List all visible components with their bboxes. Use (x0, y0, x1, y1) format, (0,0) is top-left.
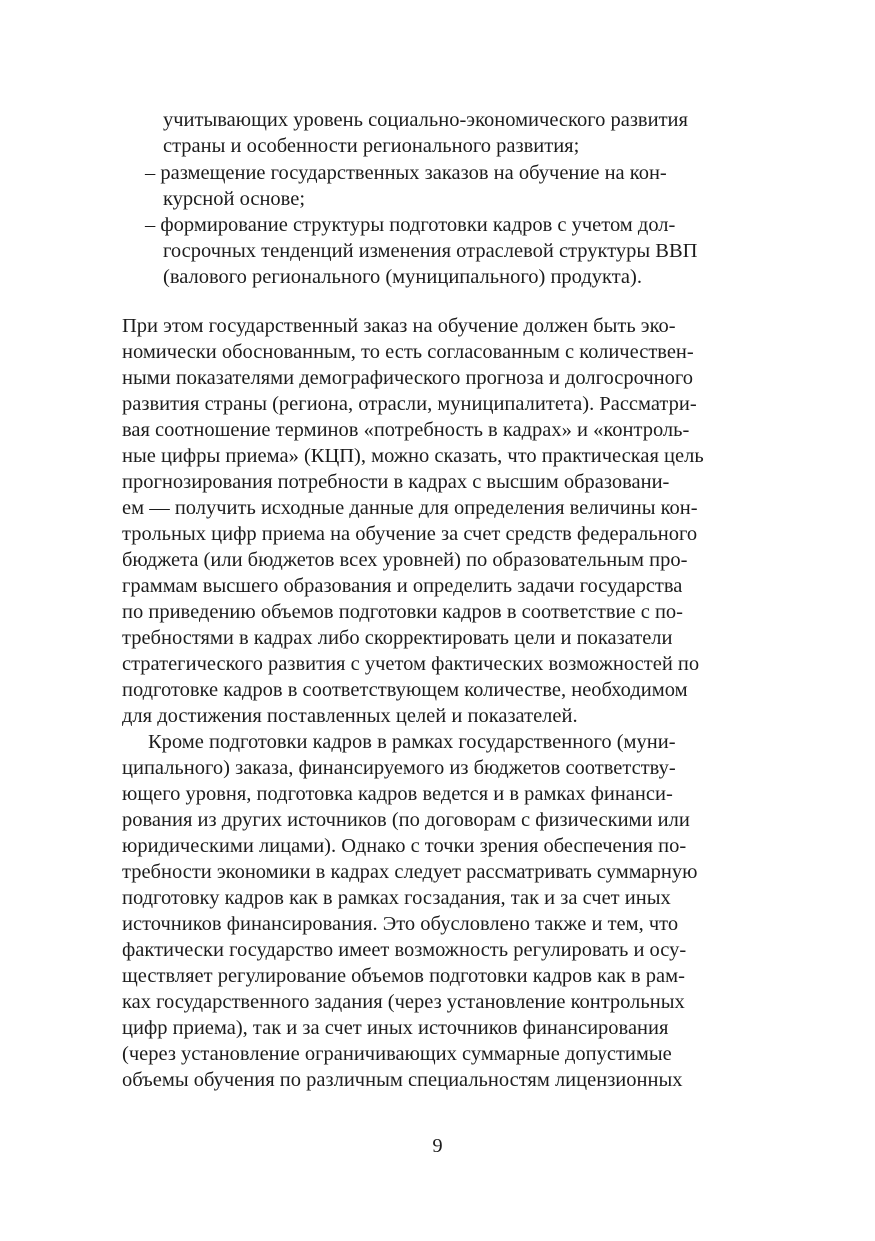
list-item: – размещение государственных заказов на обучение на кон- (145, 162, 667, 184)
paragraph-line: требности экономики в кадрах следует рассматривать суммарную (122, 861, 698, 883)
page-number: 9 (432, 1135, 443, 1157)
paragraph-line: рования из других источников (по договорам с физическими или (122, 809, 690, 831)
paragraph-line: для достижения поставленных целей и показателей. (122, 705, 578, 727)
list-line: курсной основе; (163, 188, 306, 210)
paragraph-line: вая соотношение терминов «потребность в кадрах» и «контроль- (122, 419, 690, 441)
paragraph-line: по приведению объемов подготовки кадров в соответствие с по- (122, 601, 683, 623)
paragraph-line: ем — получить исходные данные для определения величины кон- (122, 497, 698, 519)
paragraph-line: ках государственного задания (через установление контрольных (122, 991, 685, 1013)
paragraph-line: подготовке кадров в соответствующем количестве, необходимом (122, 679, 688, 701)
list-line: страны и особенности регионального развития; (163, 135, 580, 157)
paragraph-line: прогнозирования потребности в кадрах с высшим образовани- (122, 471, 670, 493)
paragraph-line: трольных цифр приема на обучение за счет средств федерального (122, 523, 698, 545)
paragraph-line: (через установление ограничивающих суммарные допустимые (122, 1043, 672, 1065)
paragraph-line: требностями в кадрах либо скорректировать цели и показатели (122, 627, 673, 649)
list-line: учитывающих уровень социально-экономического развития (163, 109, 688, 131)
paragraph-line: ные цифры приема» (КЦП), можно сказать, что практическая цель (122, 445, 704, 467)
paragraph-line: номически обоснованным, то есть согласованным с количествен- (122, 341, 694, 363)
paragraph-line: фактически государство имеет возможность регулировать и осу- (122, 939, 687, 961)
list-item: – формирование структуры подготовки кадров с учетом дол- (145, 214, 676, 236)
paragraph-line: юридическими лицами). Однако с точки зрения обеспечения по- (122, 835, 687, 857)
paragraph-line: Кроме подготовки кадров в рамках государственного (муни- (148, 731, 676, 753)
paragraph-line: стратегического развития с учетом фактических возможностей по (122, 653, 700, 675)
paragraph-line: объемы обучения по различным специальностям лицензионных (122, 1069, 683, 1091)
paragraph-line: ющего уровня, подготовка кадров ведется и в рамках финанси- (122, 783, 673, 805)
paragraph-line: подготовку кадров как в рамках госзадания, так и за счет иных (122, 887, 671, 909)
paragraph-line: источников финансирования. Это обусловлено также и тем, что (122, 913, 679, 935)
paragraph-line: развития страны (региона, отрасли, муниципалитета). Рассматри- (122, 393, 697, 415)
paragraph-line: бюджета (или бюджетов всех уровней) по образовательным про- (122, 549, 688, 571)
paragraph-line: граммам высшего образования и определить задачи государства (122, 575, 683, 597)
paragraph-line: ществляет регулирование объемов подготовки кадров как в рам- (122, 965, 685, 987)
paragraph-line: ными показателями демографического прогноза и долгосрочного (122, 367, 694, 389)
list-line: (валового регионального (муниципального) продукта). (163, 266, 642, 288)
paragraph-line: При этом государственный заказ на обучение должен быть эко- (122, 315, 676, 337)
paragraph-line: ципального) заказа, финансируемого из бюджетов соответству- (122, 757, 676, 779)
paragraph-line: цифр приема), так и за счет иных источников финансирования (122, 1017, 669, 1039)
list-line: госрочных тенденций изменения отраслевой структуры ВВП (163, 240, 698, 262)
